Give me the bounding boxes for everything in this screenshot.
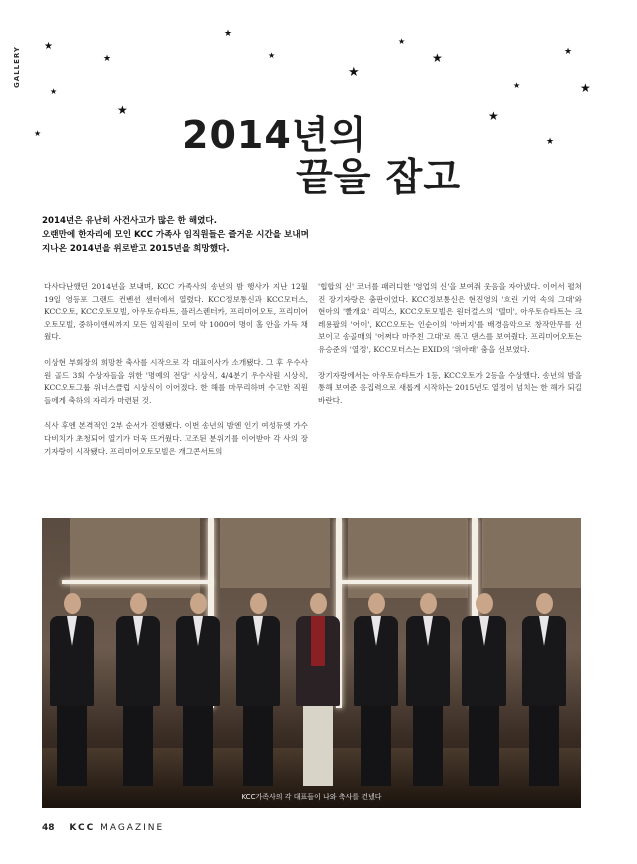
stage-panel: [482, 518, 581, 588]
stage-panel: [348, 518, 468, 598]
body-paragraph: 다사다난했던 2014년을 보내며, KCC 가족사의 송년의 밤 행사가 지난 12월 19일 영등포 그랜드 컨벤션 센터에서 열렸다. KCC정보통신과 KCC모터스, KCC오토, KCC오토모빌, 아우토슈타트, 플러스렌터카, 프리미어오토, 프리미어오토모빌, 중하이앤씨까지 모든 임직원이 모여 약 1000여 명이 홀 안을 가득 채웠다.: [44, 282, 308, 342]
page-title-line1: 2014년의: [182, 113, 368, 157]
star-icon: ★: [348, 65, 360, 80]
body-paragraph: '힙합의 신' 코너를 패러디한 '영업의 신'을 보여줘 웃음을 자아냈다. 이어서 펼쳐진 장기자랑은 춤판이었다. KCC정보통신은 현진영의 '흐린 기억 속의 그대'와 현아의 '빨개요' 리믹스, KCC오토모빌은 원더걸스의 '텔미', 아우토슈타트는 크레용팝의 '어이', KCC오토는 인순이의 '아버지'를 배경음악으로 창작안무를 선보이고 송골매의 '어쩌다 마주친 그대'로 록고 댄스를 보여줬다. 프리미어오토는 유승준의 '열정', KCC모터스는 EXID의 '위아래' 춤을 선보였다.: [318, 282, 582, 354]
lead-line: 지나온 2014년을 위로받고 2015년을 희망했다.: [42, 244, 230, 254]
page-footer: [42, 823, 164, 833]
person: [406, 593, 450, 786]
page-number: 48: [42, 823, 55, 833]
star-icon: ★: [398, 37, 406, 46]
lead-line: 오랜만에 한자리에 모인 KCC 가족사 임직원들은 즐거운 시간을 보내며: [42, 230, 309, 240]
person: [50, 593, 94, 786]
event-photo: [42, 518, 581, 808]
body-column-right: [318, 281, 582, 420]
person: [354, 593, 398, 786]
star-icon: ★: [34, 129, 42, 138]
star-icon: ★: [564, 47, 573, 57]
star-icon: ★: [268, 51, 276, 60]
person: [236, 593, 280, 786]
stage-light: [62, 580, 212, 584]
lead-line: 2014년은 유난히 사건사고가 많은 한 해였다.: [42, 216, 217, 226]
magazine-name: MAGAZINE: [100, 823, 165, 833]
body-paragraph: 이상현 부회장의 희망찬 축사를 시작으로 각 대표이사가 소개됐다. 그 후 우수사원 골드 3회 수상자들을 위한 '명예의 전당' 시상식, 4/4분기 우수사원 시상식, KCC오토그룹 위너스클럽 시상식이 이어졌다. 한 해를 마무리하며 수고한 직원들에게 축하의 자리가 마련된 것.: [44, 357, 308, 405]
lead-paragraph: [42, 214, 342, 256]
person: [176, 593, 220, 786]
stage-panel: [220, 518, 330, 588]
body-paragraph: 장기자랑에서는 아우토슈타트가 1등, KCC오토가 2등을 수상했다. 송년의 밤을 통해 보여준 응집력으로 새롭게 시작하는 2015년도 열정이 넘치는 한 해가 되길 바란다.: [318, 370, 582, 405]
magazine-brand: KCC: [69, 823, 96, 833]
stage-light: [342, 580, 472, 584]
body-column-left: [44, 281, 308, 471]
star-icon: ★: [117, 103, 128, 117]
stage-panel: [70, 518, 200, 598]
section-label: GALLERY: [13, 46, 21, 88]
star-icon: ★: [44, 41, 53, 52]
page-title-line2: 끝을 잡고: [296, 155, 462, 199]
photo-caption: KCC가족사의 각 대표들이 나와 축사를 건넸다: [241, 793, 382, 801]
star-icon: ★: [432, 51, 443, 65]
star-icon: ★: [103, 54, 112, 64]
person: [522, 593, 566, 786]
star-icon: ★: [546, 137, 555, 147]
star-icon: ★: [50, 87, 58, 96]
star-icon: ★: [488, 109, 499, 123]
star-icon: ★: [513, 81, 521, 90]
body-paragraph: 식사 후엔 본격적인 2부 순서가 진행됐다. 이번 송년의 밤엔 인기 여성듀엣 가수 다비치가 초청되어 열기가 더욱 뜨거웠다. 고조된 분위기를 이어받아 각 사의 장기자랑이 시작됐다. 프리미어오토모빌은 개그콘서트의: [44, 421, 308, 456]
person: [296, 593, 340, 786]
person: [116, 593, 160, 786]
person: [462, 593, 506, 786]
star-icon: ★: [580, 81, 591, 95]
star-icon: ★: [224, 29, 233, 39]
